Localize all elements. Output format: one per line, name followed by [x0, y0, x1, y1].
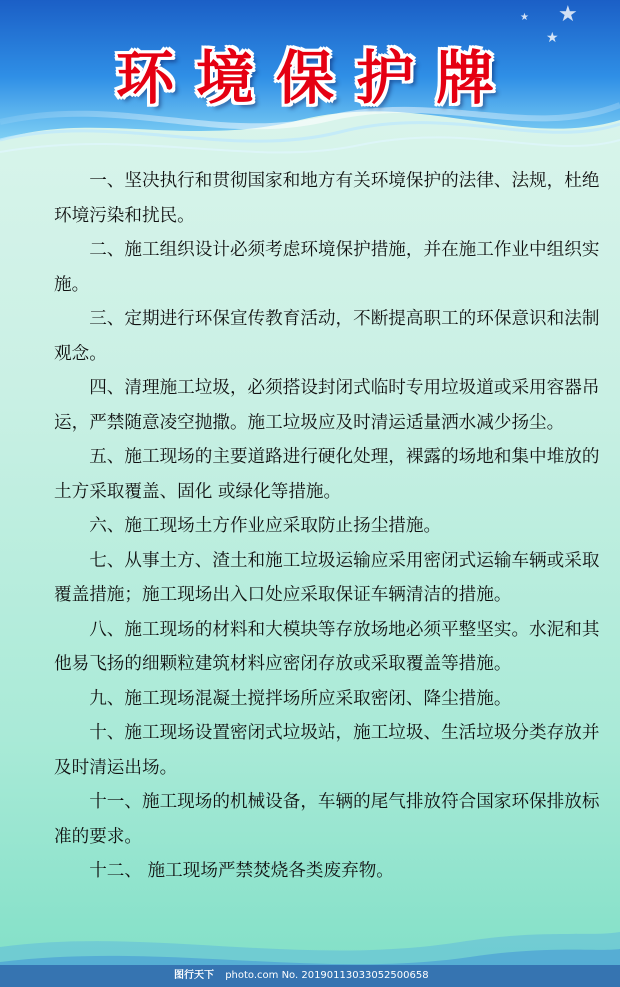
rule-item: 七、从事土方、渣土和施工垃圾运输应采用密闭式运输车辆或采取覆盖措施；施工现场出入口处应采取保证车辆清洁的措施。 — [54, 550, 600, 605]
rules-list — [54, 164, 606, 889]
rule-item: 九、施工现场混凝土搅拌场所应采取密闭、降尘措施。 — [89, 688, 512, 709]
rule-item: 八、施工现场的材料和大模块等存放场地必须平整坚实。水泥和其他易飞扬的细颗粒建筑材料应密闭存放或采取覆盖等措施。 — [54, 619, 600, 674]
rule-item: 二、施工组织设计必须考虑环境保护措施，并在施工作业中组织实施。 — [54, 240, 600, 295]
watermark-logo: 图行天下 — [174, 970, 214, 981]
star-icon: ★ — [546, 30, 559, 46]
rule-item: 一、坚决执行和贯彻国家和地方有关环境保护的法律、法规，杜绝环境污染和扰民。 — [54, 171, 600, 226]
star-icon: ★ — [520, 12, 529, 23]
watermark-photo-number: photo.com No. 20190113033052500658 — [225, 970, 429, 981]
star-icon: ★ — [558, 2, 578, 27]
rule-item: 五、施工现场的主要道路进行硬化处理，裸露的场地和集中堆放的土方采取覆盖、固化 或绿化等措施。 — [54, 447, 600, 502]
rule-item: 十一、施工现场的机械设备，车辆的尾气排放符合国家环保排放标准的要求。 — [54, 792, 600, 847]
page-title: 环境保护牌 — [115, 44, 516, 112]
rule-item: 十、施工现场设置密闭式垃圾站，施工垃圾、生活垃圾分类存放并及时清运出场。 — [54, 723, 600, 778]
rule-item: 三、定期进行环保宣传教育活动，不断提高职工的环保意识和法制观念。 — [54, 309, 600, 364]
rule-item: 十二、 施工现场严禁焚烧各类废弃物。 — [89, 861, 394, 881]
rule-item: 四、清理施工垃圾，必须搭设封闭式临时专用垃圾道或采用容器吊运，严禁随意凌空抛撒。施工垃圾应及时清运适量洒水减少扬尘。 — [54, 378, 600, 433]
rule-item: 六、施工现场土方作业应采取防止扬尘措施。 — [89, 516, 442, 536]
watermark-footer — [0, 965, 620, 987]
